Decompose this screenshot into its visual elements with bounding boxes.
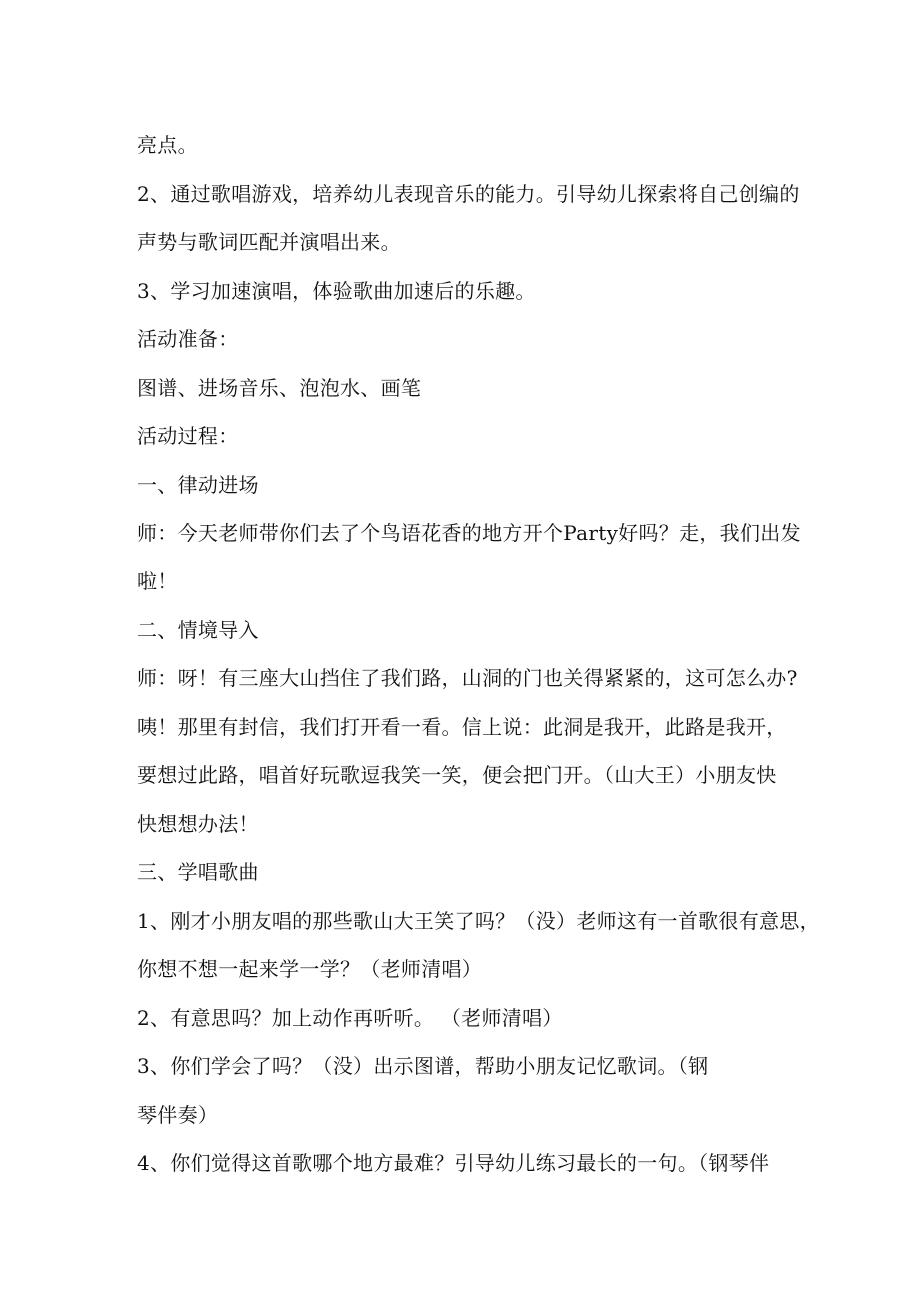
text-line-15: 快想想办法！ xyxy=(137,812,259,836)
text-line-21: 琴伴奏） xyxy=(137,1103,219,1127)
text-line-9: 师：今天老师带你们去了个鸟语花香的地方开个Party好吗？走，我们出发 xyxy=(137,521,801,545)
text-line-12: 师：呀！有三座大山挡住了我们路，山洞的门也关得紧紧的，这可怎么办? xyxy=(137,666,798,690)
text-line-1: 亮点。 xyxy=(137,133,198,157)
text-line-10: 啦！ xyxy=(137,569,178,593)
subheading-1: 一、律动进场 xyxy=(137,473,259,497)
section-heading-preparation: 活动准备： xyxy=(137,327,239,351)
text-line-18: 你想不想一起来学一学？（老师清唱） xyxy=(137,957,483,981)
text-line-17: 1、刚才小朋友唱的那些歌山大王笑了吗？（没）老师这有一首歌很有意思， xyxy=(137,909,820,933)
text-line-materials: 图谱、进场音乐、泡泡水、画笔 xyxy=(137,376,422,400)
subheading-2: 二、情境导入 xyxy=(137,618,259,642)
text-line-2: 2、通过歌唱游戏，培养幼儿表现音乐的能力。引导幼儿探索将自己创编的 xyxy=(137,182,800,206)
text-line-20: 3、你们学会了吗？（没）出示图谱，帮助小朋友记忆歌词。（钢 xyxy=(137,1054,709,1078)
text-line-13: 咦！那里有封信，我们打开看一看。信上说：此洞是我开，此路是我开， xyxy=(137,715,787,739)
text-line-22: 4、你们觉得这首歌哪个地方最难？引导幼儿练习最长的一句。（钢琴伴 xyxy=(137,1151,770,1175)
subheading-3: 三、学唱歌曲 xyxy=(137,860,259,884)
section-heading-process: 活动过程： xyxy=(137,424,239,448)
text-line-3: 声势与歌词匹配并演唱出来。 xyxy=(137,230,401,254)
text-line-4: 3、学习加速演唱，体验歌曲加速后的乐趣。 xyxy=(137,279,536,303)
text-line-19: 2、有意思吗？加上动作再听听。 （老师清唱） xyxy=(137,1006,563,1030)
text-line-14: 要想过此路，唱首好玩歌逗我笑一笑，便会把门开。（山大王）小朋友快 xyxy=(137,763,777,787)
